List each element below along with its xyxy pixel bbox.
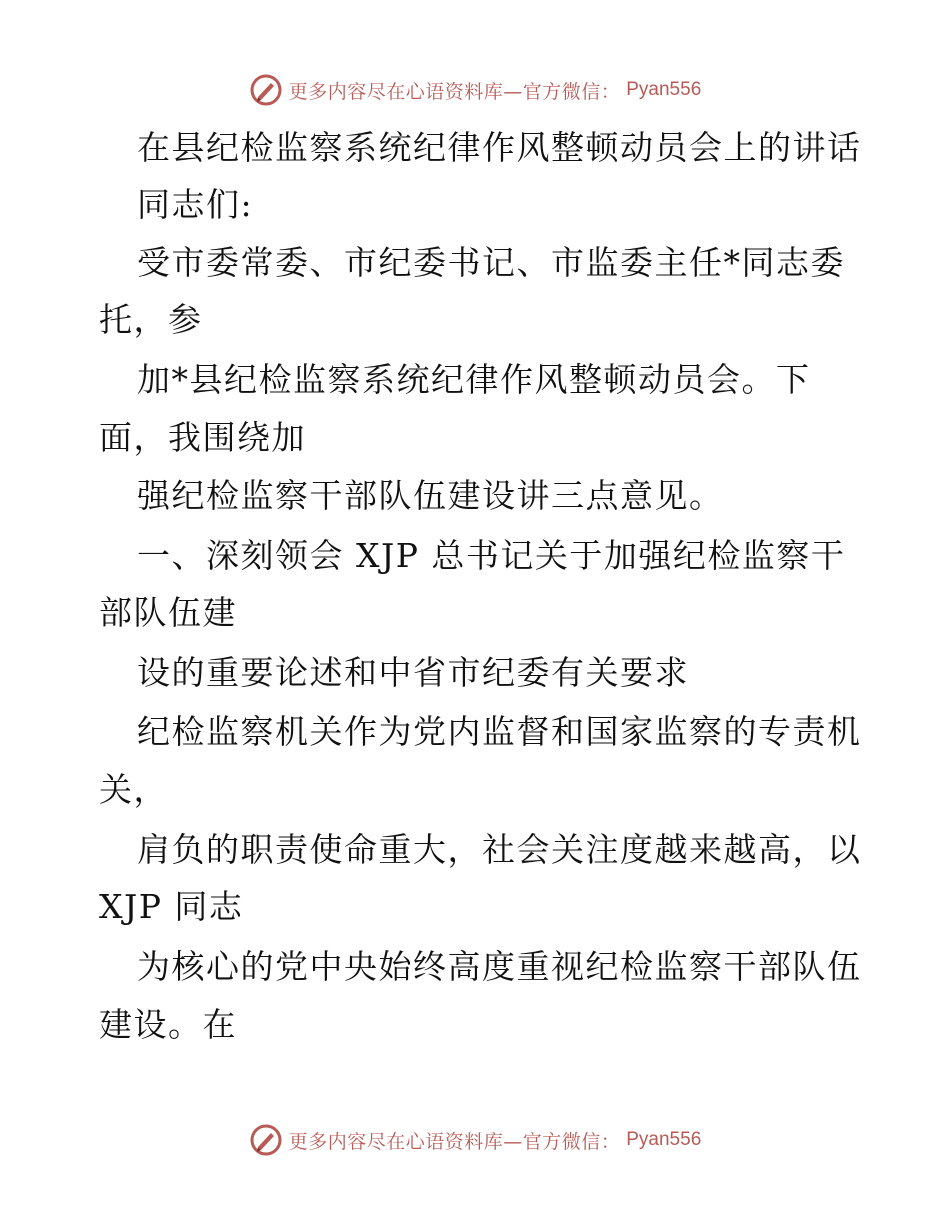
watermark-handle: Pyan556	[626, 1129, 702, 1150]
section-heading-line: 设的重要论述和中省市纪委有关要求	[137, 653, 689, 692]
paragraph-line: 为核心的党中央始终高度重视纪检监察干部队伍	[137, 947, 862, 986]
paragraph-line: 纪检监察机关作为党内监督和国家监察的专责机	[137, 712, 862, 751]
paragraph-line: 面，我围绕加	[99, 418, 306, 457]
pen-logo-icon	[249, 1123, 283, 1157]
paragraph-line: 肩负的职责使命重大，社会关注度越来越高，以	[137, 830, 862, 869]
document-title: 在县纪检监察系统纪律作风整顿动员会上的讲话	[137, 128, 862, 167]
paragraph-line: 托，参	[99, 300, 203, 339]
paragraph-line: 强纪检监察干部队伍建设讲三点意见。	[137, 476, 724, 515]
paragraph-line: 受市委常委、市纪委书记、市监委主任*同志委	[137, 243, 845, 282]
watermark-handle: Pyan556	[626, 79, 702, 100]
salutation: 同志们:	[137, 185, 254, 224]
watermark-footer	[0, 1120, 950, 1160]
section-heading-line: 部队伍建	[99, 593, 237, 632]
pen-logo-icon	[249, 73, 283, 107]
paragraph-line: 建设。在	[99, 1005, 237, 1044]
paragraph-line: 加*县纪检监察系统纪律作风整顿动员会。下	[137, 360, 811, 399]
watermark-text: 更多内容尽在心语资料库—官方微信：	[288, 80, 621, 103]
section-heading-line: 一、深刻领会 XJP 总书记关于加强纪检监察干	[137, 536, 846, 575]
watermark-text: 更多内容尽在心语资料库—官方微信：	[288, 1130, 621, 1153]
paragraph-line: 关，	[99, 770, 168, 809]
watermark-header	[0, 70, 950, 110]
paragraph-line: XJP 同志	[99, 887, 244, 926]
